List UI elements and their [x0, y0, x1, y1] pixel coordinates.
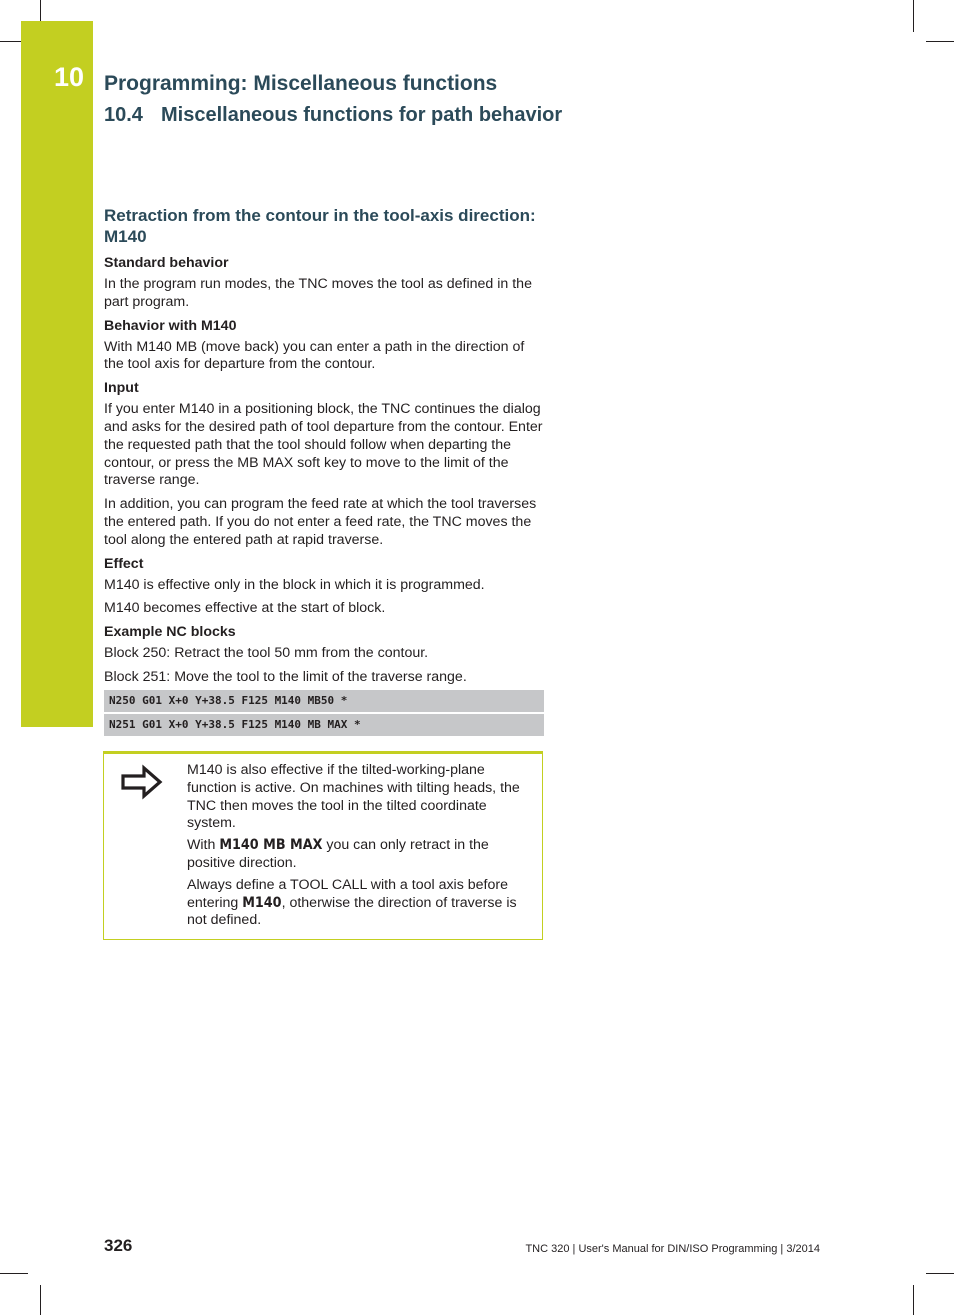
input-text: If you enter M140 in a positioning block, the TNC continues the dialog and asks for the desired path of tool departure from the contour. Enter the requested path that the tool should follow when departing the contour, or press the MB MAX soft key to move to the limit of the traverse range.	[104, 401, 543, 489]
example-text-block250: Block 250: Retract the tool 50 mm from the contour.	[104, 645, 429, 662]
main-content	[104, 205, 544, 738]
input-heading: Input	[104, 380, 139, 397]
chapter-title: Programming: Miscellaneous functions	[104, 72, 498, 95]
nc-code-line: N251 G01 X+0 Y+38.5 F125 M140 MB MAX *	[104, 713, 544, 737]
nc-code-table	[104, 690, 544, 738]
crop-mark	[0, 41, 21, 42]
section-number: 10.4	[104, 104, 143, 126]
chapter-tab	[21, 21, 93, 727]
note-paragraph	[187, 877, 532, 930]
footer-text: TNC 320 | User's Manual for DIN/ISO Programming | 3/2014	[525, 1243, 820, 1255]
standard-behavior-heading: Standard behavior	[104, 255, 229, 271]
chapter-number: 10	[54, 62, 85, 92]
section-title	[104, 104, 562, 127]
topic-heading: Retraction from the contour in the tool-axis direction: M140	[104, 206, 536, 246]
note-box	[103, 753, 543, 940]
input-text-feed: In addition, you can program the feed rate at which the tool traverses the entered path. If you do not enter a feed rate, the TNC moves the tool along the entered path at rapid traverse.	[104, 496, 537, 548]
note-paragraph	[187, 837, 532, 873]
note-paragraph: M140 is also effective if the tilted-working-plane function is active. On machines with tilting heads, the TNC then moves the tool in the tilted coordinate system.	[187, 762, 520, 832]
crop-mark	[926, 1273, 954, 1274]
table-row	[104, 690, 544, 713]
crop-mark	[40, 0, 41, 21]
note-text-span: With	[187, 837, 220, 854]
crop-mark	[913, 0, 914, 32]
note-code-span: M140 MB MAX	[219, 837, 323, 854]
section-title-text: Miscellaneous functions for path behavior	[161, 104, 563, 126]
effect-text-start: M140 becomes effective at the start of block.	[104, 600, 386, 617]
page-number: 326	[104, 1236, 133, 1255]
note-text-span: , otherwise the direction of traverse is not defined.	[187, 894, 517, 929]
crop-mark	[913, 1285, 914, 1315]
nc-code-line: N250 G01 X+0 Y+38.5 F125 M140 MB50 *	[104, 690, 544, 713]
table-row	[104, 713, 544, 737]
crop-mark	[0, 1273, 28, 1274]
effect-heading: Effect	[104, 555, 144, 572]
standard-behavior-text: In the program run modes, the TNC moves the tool as defined in the part program.	[104, 276, 532, 310]
example-text-block251: Block 251: Move the tool to the limit of the traverse range.	[104, 668, 467, 685]
arrow-right-icon	[120, 764, 164, 800]
behavior-text: With M140 MB (move back) you can enter a path in the direction of the tool axis for departure from the contour.	[104, 338, 525, 373]
note-text-span: you can only retract in the positive direction.	[187, 837, 489, 871]
example-heading: Example NC blocks	[104, 624, 236, 641]
crop-mark	[926, 41, 954, 42]
note-text	[187, 762, 532, 934]
note-text-span: Always define a TOOL CALL with a tool axis before entering	[187, 876, 508, 911]
effect-text: M140 is effective only in the block in which it is programmed.	[104, 576, 485, 593]
crop-mark	[40, 1285, 41, 1315]
note-code-span: M140	[242, 894, 282, 911]
behavior-heading: Behavior with M140	[104, 317, 237, 334]
